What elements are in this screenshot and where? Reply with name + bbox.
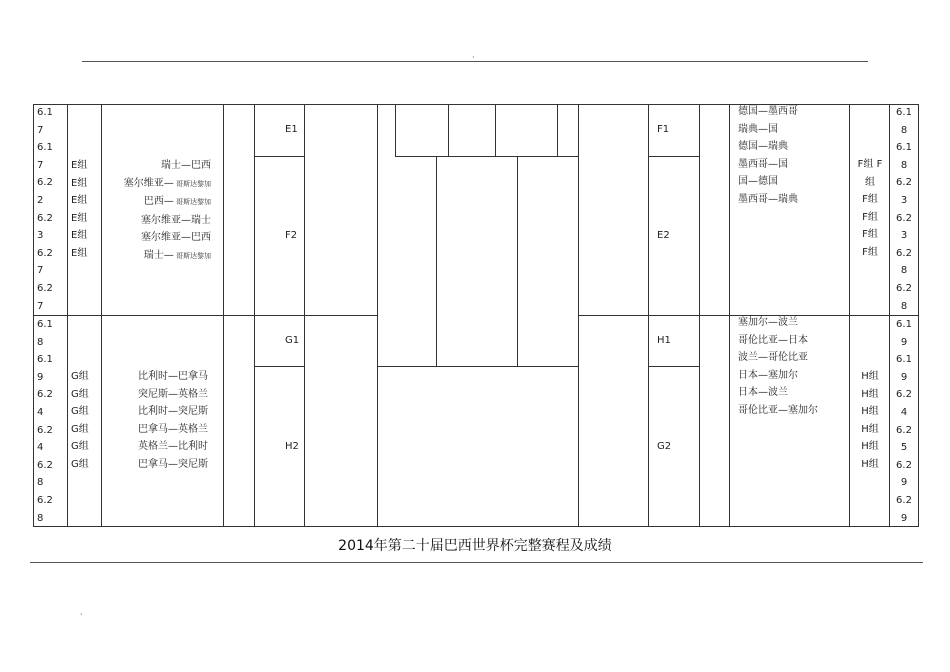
date-line: 6.1 bbox=[37, 142, 53, 154]
match-teams: 瑞士— bbox=[143, 249, 174, 261]
date-line: 2 bbox=[37, 194, 44, 206]
date-line: 6.2 bbox=[896, 282, 912, 294]
match-teams: 塞尔维亚—巴西 bbox=[141, 232, 211, 244]
e-group-labels bbox=[71, 157, 99, 263]
group-label: E组 bbox=[71, 195, 88, 207]
match-teams: 塞尔维亚— bbox=[123, 177, 174, 189]
group-label: F组 F bbox=[857, 159, 883, 170]
date-line: 8 bbox=[37, 512, 44, 524]
match-teams: 塞加尔—波兰 bbox=[738, 317, 798, 328]
match-team-note: 哥斯达黎加 bbox=[173, 198, 211, 207]
e-group-matches bbox=[103, 157, 211, 266]
header-mark: · bbox=[472, 53, 475, 62]
date-line: 9 bbox=[900, 336, 908, 348]
bracket-slot-h2: H2 bbox=[285, 441, 299, 452]
group-label: G组 bbox=[71, 458, 89, 470]
date-line: 4 bbox=[37, 406, 44, 418]
date-line: 6.2 bbox=[896, 494, 912, 506]
date-line: 7 bbox=[37, 300, 44, 312]
date-line: 6.2 bbox=[896, 212, 912, 224]
match-teams: 波兰—哥伦比亚 bbox=[738, 352, 808, 364]
bracket-slot-e2: E2 bbox=[657, 230, 670, 241]
match-teams: 哥伦比亚—塞加尔 bbox=[738, 404, 818, 416]
match-entry bbox=[103, 175, 211, 194]
date-line: 8 bbox=[900, 265, 908, 277]
date-line: 8 bbox=[900, 159, 908, 171]
match-entry bbox=[103, 456, 208, 474]
bracket-slot-g1: G1 bbox=[285, 335, 300, 346]
match-teams: 巴拿马—英格兰 bbox=[138, 423, 208, 435]
group-label: H组 bbox=[861, 423, 879, 435]
group-label: F组 bbox=[862, 194, 878, 206]
group-label: G组 bbox=[71, 406, 89, 418]
date-line: 3 bbox=[37, 230, 44, 242]
group-label: E组 bbox=[71, 212, 88, 224]
date-line: 6.2 bbox=[37, 282, 53, 294]
date-line: 9 bbox=[37, 371, 44, 383]
footer-mark: · bbox=[80, 610, 83, 619]
f-group-labels bbox=[851, 156, 889, 262]
date-line: 6.1 bbox=[37, 319, 53, 330]
group-label: G组 bbox=[71, 441, 89, 453]
e-group-dates bbox=[37, 104, 65, 315]
match-teams: 日本—塞加尔 bbox=[738, 369, 798, 381]
match-teams: 德国—墨西哥 bbox=[738, 106, 798, 117]
match-entry bbox=[103, 438, 208, 456]
date-line: 6.2 bbox=[37, 212, 53, 224]
date-line: 8 bbox=[37, 477, 44, 489]
match-team-note: 哥斯达黎加 bbox=[173, 251, 211, 260]
match-entry bbox=[103, 247, 211, 266]
match-teams: 塞尔维亚—瑞士 bbox=[141, 214, 211, 226]
date-line: 6.2 bbox=[896, 424, 912, 436]
match-teams: 日本—波兰 bbox=[738, 387, 788, 399]
match-entry bbox=[103, 421, 208, 439]
group-label: E组 bbox=[71, 230, 88, 242]
group-label: G组 bbox=[71, 388, 89, 400]
date-line: 6.1 bbox=[37, 354, 53, 366]
group-label: H组 bbox=[861, 371, 879, 382]
bracket-slot-e1: E1 bbox=[285, 124, 298, 135]
date-line: 8 bbox=[900, 300, 908, 312]
h-group-matches bbox=[738, 314, 846, 420]
date-line: 6.2 bbox=[37, 459, 53, 471]
f-group-matches bbox=[738, 103, 846, 209]
date-line: 6.2 bbox=[37, 494, 53, 506]
match-teams: 比利时—巴拿马 bbox=[138, 371, 208, 382]
match-entry bbox=[103, 368, 208, 386]
match-teams: 巴西— bbox=[143, 196, 174, 208]
f-group-dates bbox=[890, 104, 918, 315]
date-line: 6.2 bbox=[37, 424, 53, 436]
group-label: F组 bbox=[862, 246, 878, 258]
date-line: 9 bbox=[900, 477, 908, 489]
match-teams: 瑞士—巴西 bbox=[161, 160, 211, 171]
match-team-note: 哥斯达黎加 bbox=[173, 179, 211, 188]
page-caption: 2014年第二十届巴西世界杯完整赛程及成绩 bbox=[338, 538, 612, 554]
h-group-labels bbox=[851, 368, 889, 474]
group-label: E组 bbox=[71, 177, 88, 189]
date-line: 6.1 bbox=[896, 107, 912, 118]
match-teams: 巴拿马—突尼斯 bbox=[138, 458, 208, 470]
date-line: 6.2 bbox=[896, 177, 912, 189]
date-line: 6.2 bbox=[37, 247, 53, 259]
match-entry bbox=[103, 157, 211, 175]
date-line: 3 bbox=[900, 230, 908, 242]
match-teams: 哥伦比亚—日本 bbox=[738, 334, 808, 346]
g-group-labels bbox=[71, 368, 99, 474]
match-teams: 国—德国 bbox=[738, 176, 778, 188]
match-entry bbox=[103, 212, 211, 230]
date-line: 4 bbox=[900, 406, 908, 418]
match-entry bbox=[103, 193, 211, 212]
match-teams: 德国—瑞典 bbox=[738, 141, 788, 153]
bracket-slot-g2: G2 bbox=[657, 441, 672, 452]
match-teams: 瑞典—国 bbox=[738, 123, 778, 135]
match-teams: 墨西哥—瑞典 bbox=[738, 193, 798, 205]
date-line: 6.1 bbox=[37, 107, 53, 118]
group-label: F组 bbox=[862, 211, 878, 223]
group-label: G组 bbox=[71, 371, 89, 382]
date-line: 6.2 bbox=[896, 247, 912, 259]
group-label: G组 bbox=[71, 423, 89, 435]
date-line: 4 bbox=[37, 442, 44, 454]
group-label: H组 bbox=[861, 388, 879, 400]
date-line: 9 bbox=[900, 512, 908, 524]
match-teams: 突尼斯—英格兰 bbox=[138, 388, 208, 400]
date-line: 6.2 bbox=[37, 177, 53, 189]
date-line: 8 bbox=[37, 336, 44, 348]
date-line: 7 bbox=[37, 124, 44, 136]
group-label: E组 bbox=[71, 160, 88, 171]
bracket-slot-f2: F2 bbox=[285, 230, 298, 241]
g-group-matches bbox=[103, 368, 208, 474]
match-entry bbox=[103, 386, 208, 404]
group-label: H组 bbox=[861, 458, 879, 470]
date-line: 7 bbox=[37, 159, 44, 171]
group-label: 组 bbox=[865, 176, 875, 188]
date-line: 5 bbox=[900, 442, 908, 454]
bracket-slot-f1: F1 bbox=[657, 124, 670, 135]
match-teams: 墨西哥—国 bbox=[738, 158, 788, 170]
match-teams: 比利时—突尼斯 bbox=[138, 406, 208, 418]
match-teams: 英格兰—比利时 bbox=[138, 441, 208, 453]
date-line: 6.1 bbox=[896, 354, 912, 366]
group-label: E组 bbox=[71, 247, 88, 259]
bracket-slot-h1: H1 bbox=[657, 335, 671, 346]
h-group-dates bbox=[890, 316, 918, 527]
date-line: 9 bbox=[900, 371, 908, 383]
date-line: 3 bbox=[900, 194, 908, 206]
date-line: 6.2 bbox=[37, 389, 53, 401]
match-entry bbox=[103, 403, 208, 421]
match-entry bbox=[103, 229, 211, 247]
header-rule bbox=[82, 61, 868, 62]
date-line: 6.1 bbox=[896, 319, 912, 330]
group-label: F组 bbox=[862, 229, 878, 241]
date-line: 6.2 bbox=[896, 459, 912, 471]
footer-rule bbox=[30, 562, 923, 563]
g-group-dates bbox=[37, 316, 65, 527]
date-line: 6.2 bbox=[896, 389, 912, 401]
group-label: H组 bbox=[861, 441, 879, 453]
group-label: H组 bbox=[861, 406, 879, 418]
date-line: 6.1 bbox=[896, 142, 912, 154]
date-line: 7 bbox=[37, 265, 44, 277]
date-line: 8 bbox=[900, 124, 908, 136]
